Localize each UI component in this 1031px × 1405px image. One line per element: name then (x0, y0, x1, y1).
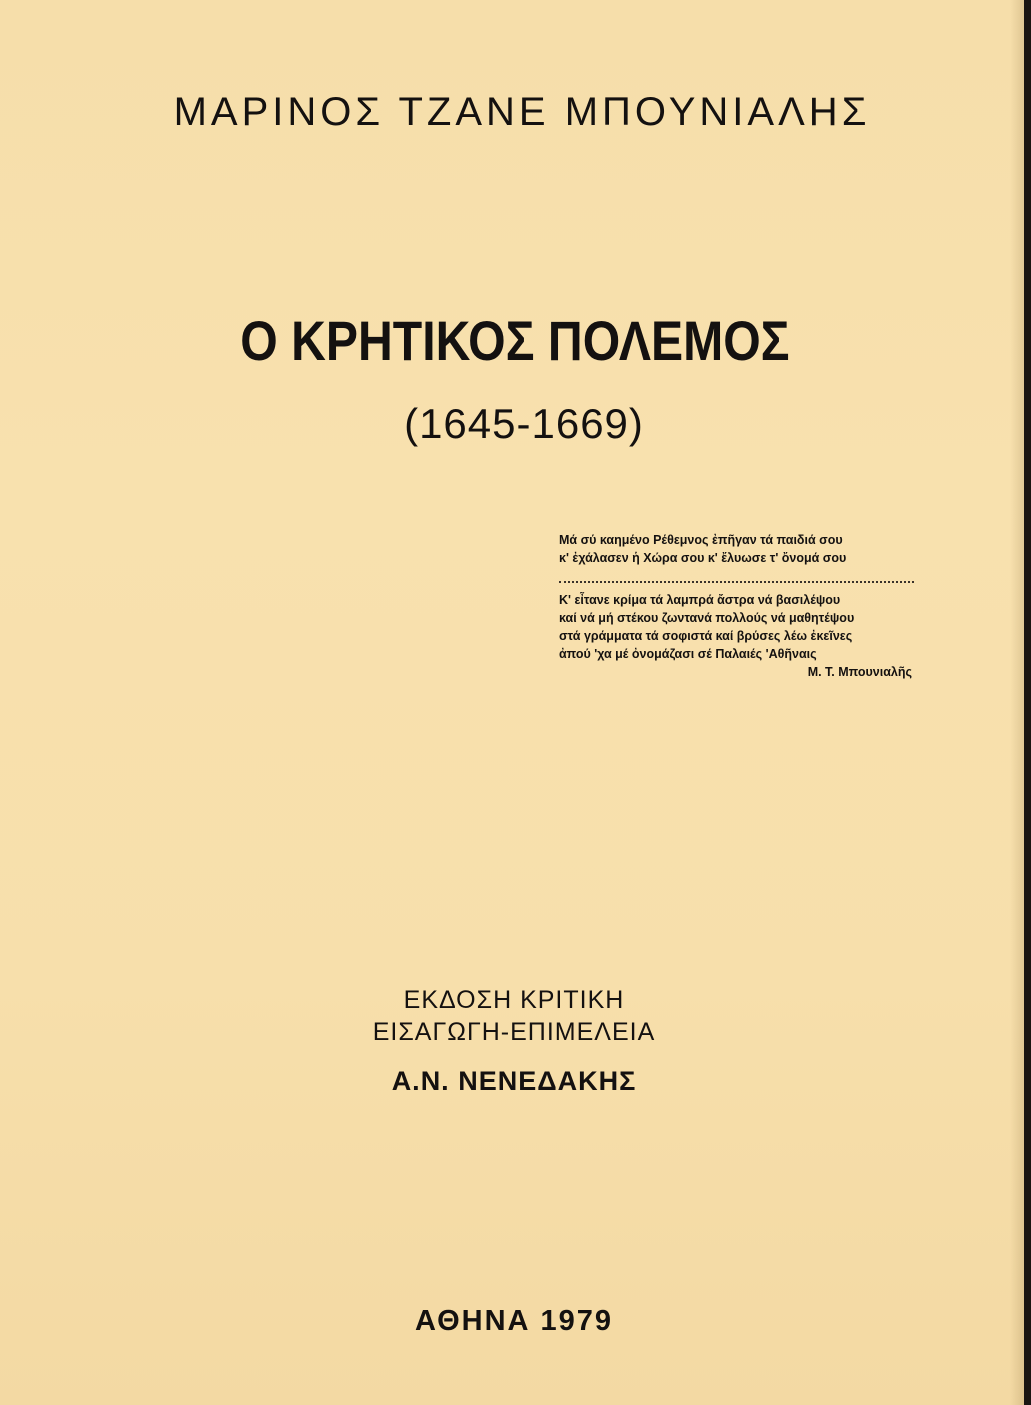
epigraph-line: Μά σύ καημένο Ρέθεμνος ἐπῆγαν τά παιδιά σου (559, 533, 843, 547)
edition-line: ΕΚΔΟΣΗ ΚΡΙΤΙΚΗ (403, 986, 625, 1014)
epigraph-signature: Μ. Τ. Μπουνιαλῆς (807, 665, 912, 679)
epigraph-line: Κ' εἶτανε κρίμα τά λαμπρά ἄστρα νά βασιλέψου (559, 593, 841, 607)
epigraph-ellipsis-divider (559, 569, 914, 583)
epigraph (559, 531, 914, 681)
author-name: ΜΑΡΙΝΟΣ ΤΖΑΝΕ ΜΠΟΥΝΙΑΛΗΣ (173, 90, 871, 134)
publication-place-year: ΑΘΗΝΑ 1979 (414, 1305, 614, 1337)
epigraph-line: ἀπού 'χα μέ ὀνομάζασι σέ Παλαιές 'Αθῆναις (559, 647, 817, 661)
epigraph-line: κ' ἐχάλασεν ἡ Χώρα σου κ' ἔλυωσε τ' ὄνομά σου (559, 551, 847, 565)
editor-name: Α.Ν. ΝΕΝΕΔΑΚΗΣ (391, 1066, 637, 1096)
introduction-line: ΕΙΣΑΓΩΓΗ-ΕΠΙΜΕΛΕΙΑ (372, 1018, 656, 1046)
epigraph-line: στά γράμματα τά σοφιστά καί βρύσες λέω ἐκεῖνες (559, 629, 853, 643)
book-years: (1645-1669) (404, 400, 644, 447)
epigraph-line: καί νά μή στέκου ζωντανά πολλούς νά μαθητέψου (559, 611, 855, 625)
book-title: Ο ΚΡΗΤΙΚΟΣ ΠΟΛΕΜΟΣ (240, 309, 790, 372)
